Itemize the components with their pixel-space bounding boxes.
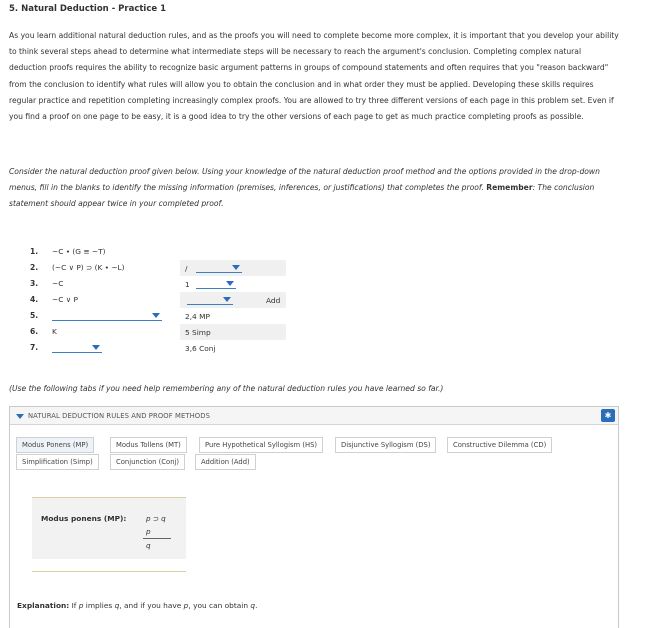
explanation-text: implies — [83, 601, 115, 610]
premise-1: p ⊃ q — [146, 514, 166, 523]
explanation-text: If — [69, 601, 79, 610]
tab-hypothetical-syllogism[interactable]: Pure Hypothetical Syllogism (HS) — [199, 437, 323, 453]
pin-icon[interactable]: ✱ — [601, 409, 615, 422]
explanation-var: q — [250, 601, 256, 610]
proof-row — [26, 292, 281, 308]
rules-panel — [9, 406, 619, 628]
explanation-text: . — [255, 601, 258, 610]
rule-card — [32, 497, 186, 559]
explanation-var: p — [183, 601, 189, 610]
line-number: 7. — [30, 343, 39, 352]
line-dropdown-line4[interactable] — [187, 293, 233, 305]
page-title: 5. Natural Deduction - Practice 1 — [9, 4, 167, 14]
proof-row — [26, 308, 266, 324]
tab-simplification[interactable]: Simplification (Simp) — [16, 454, 99, 470]
collapse-arrow-icon[interactable] — [16, 414, 24, 419]
statement: ~C • (G ≡ ~T) — [52, 247, 106, 256]
remember-label: Remember — [486, 183, 533, 193]
explanation-var: q — [114, 601, 120, 610]
proof-row — [26, 244, 266, 260]
statement: ~C — [52, 279, 64, 288]
rules-panel-header[interactable] — [10, 407, 618, 425]
explanation-var: p — [78, 601, 84, 610]
inference-line — [143, 538, 171, 539]
conclusion-dropdown[interactable] — [196, 261, 242, 273]
tab-addition[interactable]: Addition (Add) — [195, 454, 256, 470]
conclusion-slash: / — [185, 264, 188, 273]
rule-conclusion: q — [146, 541, 151, 550]
justification-line: 1 — [185, 280, 190, 289]
line-number: 1. — [30, 247, 39, 256]
proof-row — [26, 276, 266, 292]
explanation-label: Explanation: — [17, 601, 70, 610]
justification-text: 5 Simp — [185, 328, 211, 337]
statement: K — [52, 327, 57, 336]
statement-dropdown-line5[interactable] — [52, 309, 162, 321]
chevron-down-icon — [223, 297, 231, 302]
chevron-down-icon — [92, 345, 100, 350]
proof-row — [26, 260, 266, 276]
remember-text: : The conclusion statement should appear twice in your completed proof. — [9, 183, 595, 209]
rule-name: Modus ponens (MP): — [41, 514, 127, 523]
tab-disjunctive-syllogism[interactable]: Disjunctive Syllogism (DS) — [335, 437, 436, 453]
line-number: 5. — [30, 311, 39, 320]
line-number: 4. — [30, 295, 39, 304]
statement: (~C ∨ P) ⊃ (K • ~L) — [52, 263, 125, 272]
explanation — [17, 601, 257, 610]
tab-conjunction[interactable]: Conjunction (Conj) — [110, 454, 185, 470]
tab-modus-ponens[interactable]: Modus Ponens (MP) — [16, 437, 94, 453]
rules-panel-title: NATURAL DEDUCTION RULES AND PROOF METHODS — [28, 412, 211, 420]
line-number: 3. — [30, 279, 39, 288]
tabs-note: (Use the following tabs if you need help remembering any of the natural deduction rules you have learned so far.) — [9, 384, 444, 393]
premise-2: p — [146, 527, 151, 536]
instructions-text: Consider the natural deduction proof given below. Using your knowledge of the natural deduction proof method and the options provided in the drop-down menus, fill in the blanks to identify the missing information (premises, inferences, or justifications) that completes the proof. — [9, 167, 600, 193]
justification-text: 3,6 Conj — [185, 344, 216, 353]
explanation-text: , and if you have — [119, 601, 184, 610]
divider — [32, 571, 186, 572]
chevron-down-icon — [232, 265, 240, 270]
intro-paragraph: As you learn additional natural deduction rules, and as the proofs you will need to complete become more complex, it is important that you develop your ability to think several steps ahead to determine what intermediate steps will be necessary to reach the argument's conclusion. Completing complex natural deduction proofs requires the ability to recognize basic argument patterns in groups of compound statements and often requires that you "reason backward" from the conclusion to identify what rules will allow you to obtain the conclusion and in what order they must be applied. Developing these skills requires regular practice and repetition completing increasingly complex proofs. You are allowed to try three different versions of each page in this problem set. Even if you find a proof on one page to be easy, it is a good idea to try the other versions of each page to get as much practice completing proofs as possible. — [9, 31, 619, 122]
statement: ~C ∨ P — [52, 295, 78, 304]
tab-constructive-dilemma[interactable]: Constructive Dilemma (CD) — [447, 437, 552, 453]
justification-text: 2,4 MP — [185, 312, 210, 321]
proof-row — [26, 340, 266, 356]
line-number: 6. — [30, 327, 39, 336]
statement-dropdown-line7[interactable] — [52, 341, 102, 353]
explanation-text: , you can obtain — [188, 601, 251, 610]
tab-modus-tollens[interactable]: Modus Tollens (MT) — [110, 437, 187, 453]
instructions-paragraph — [9, 164, 619, 213]
rule-dropdown-line3[interactable] — [196, 277, 236, 289]
chevron-down-icon — [226, 281, 234, 286]
proof-row — [26, 324, 266, 340]
rule-label: Add — [266, 296, 281, 305]
proof-table — [26, 244, 281, 356]
line-number: 2. — [30, 263, 39, 272]
chevron-down-icon — [152, 313, 160, 318]
